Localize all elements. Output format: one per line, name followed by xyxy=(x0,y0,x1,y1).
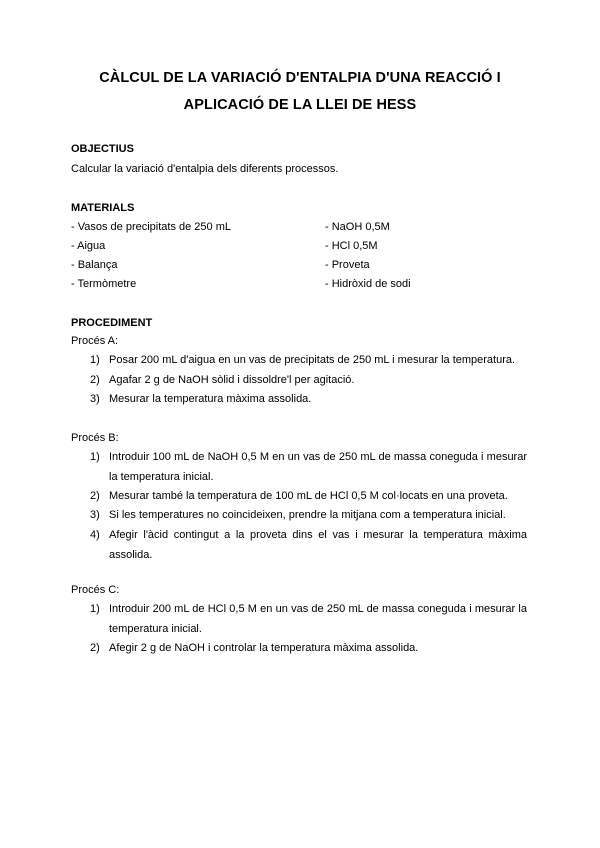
step-text: Si les temperatures no coincideixen, prendre la mitjana com a temperatura inicial. xyxy=(109,509,506,521)
material-item: - Termòmetre xyxy=(71,278,137,290)
material-item: - Proveta xyxy=(325,259,370,271)
objectius-text: Calcular la variació d'entalpia dels diferents processos. xyxy=(71,163,339,175)
step-text: Posar 200 mL d'aigua en un vas de precipitats de 250 mL i mesurar la temperatura. xyxy=(109,354,516,366)
step-number: 2) xyxy=(90,490,100,502)
step-text: Introduir 100 mL de NaOH 0,5 M en un vas de 250 mL de massa coneguda i mesurar la temperatura inicial. xyxy=(109,451,527,483)
proces-b-label: Procés B: xyxy=(71,432,119,444)
step-text: Mesurar també la temperatura de 100 mL de HCl 0,5 M col·locats en una proveta. xyxy=(109,490,508,502)
step-number: 2) xyxy=(90,374,100,386)
title-line-1: CÀLCUL DE LA VARIACIÓ D'ENTALPIA D'UNA REACCIÓ I xyxy=(99,70,501,86)
title-line-2: APLICACIÓ DE LA LLEI DE HESS xyxy=(183,97,417,113)
step-number: 3) xyxy=(90,509,100,521)
material-item: - NaOH 0,5M xyxy=(325,221,390,233)
step-number: 1) xyxy=(90,451,100,463)
step-number: 4) xyxy=(90,529,100,541)
step-text: Mesurar la temperatura màxima assolida. xyxy=(109,393,312,405)
materials-heading: MATERIALS xyxy=(71,202,135,214)
material-item: - Hidròxid de sodi xyxy=(325,278,411,290)
material-item: - Vasos de precipitats de 250 mL xyxy=(71,221,231,233)
material-item: - Balança xyxy=(71,259,118,271)
proces-a-label: Procés A: xyxy=(71,335,119,347)
step-text: Afegir 2 g de NaOH i controlar la temperatura màxima assolida. xyxy=(109,642,419,654)
step-text: Afegir l'àcid contingut a la proveta dins el vas i mesurar la temperatura màxima assolida. xyxy=(109,529,527,561)
step-number: 3) xyxy=(90,393,100,405)
step-number: 1) xyxy=(90,354,100,366)
step-number: 1) xyxy=(90,603,100,615)
procediment-heading: PROCEDIMENT xyxy=(71,317,153,329)
material-item: - HCl 0,5M xyxy=(325,240,378,252)
step-number: 2) xyxy=(90,642,100,654)
proces-c-label: Procés C: xyxy=(71,584,120,596)
material-item: - Aigua xyxy=(71,240,106,252)
step-text: Agafar 2 g de NaOH sòlid i dissoldre'l per agitació. xyxy=(109,374,355,386)
objectius-heading: OBJECTIUS xyxy=(71,143,134,155)
step-text: Introduir 200 mL de HCl 0,5 M en un vas de 250 mL de massa coneguda i mesurar la temperatura inicial. xyxy=(109,603,527,635)
